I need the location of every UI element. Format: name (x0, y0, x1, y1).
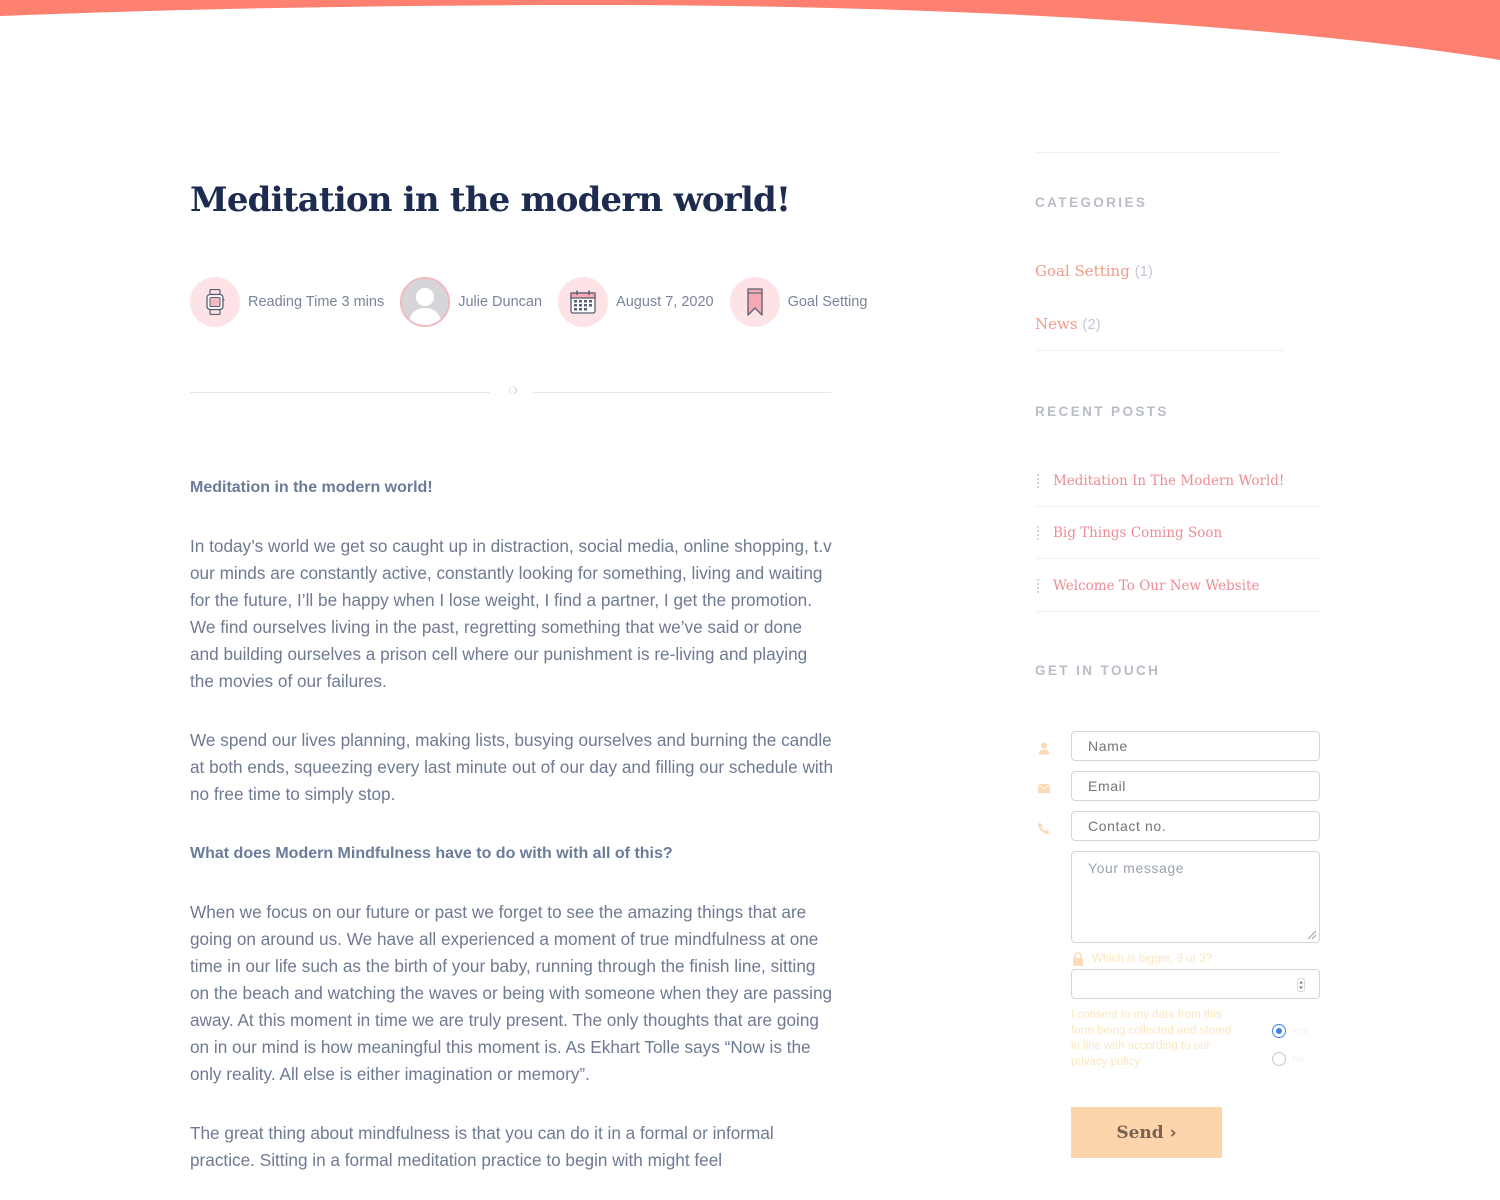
list-bullet (1037, 579, 1041, 593)
categories-title: CATEGORIES (1035, 195, 1148, 210)
content-heading-1: Meditation in the modern world! (190, 479, 433, 496)
category-name[interactable]: News (1035, 315, 1078, 333)
recent-posts-title: RECENT POSTS (1035, 404, 1169, 419)
post-category-link[interactable]: Goal Setting (787, 294, 868, 310)
consent-no-label: No (1292, 1053, 1305, 1065)
captcha-answer-field[interactable] (1071, 969, 1320, 999)
content-paragraph-2: We spend our lives planning, making lists, busying ourselves and burning the candle at both ends, squeezing every last minute out of our day and filling our schedule with no free time to simply stop. (190, 730, 834, 804)
message-field[interactable] (1071, 851, 1320, 943)
content-paragraph-4: The great thing about mindfulness is that you can do it in a formal or informal practice. Sitting in a formal meditation practice to begin with might feel (190, 1123, 774, 1170)
consent-yes-option[interactable] (1272, 1024, 1308, 1038)
send-label: Send (1116, 1122, 1164, 1143)
name-field[interactable] (1071, 731, 1320, 761)
list-bullet (1037, 526, 1041, 540)
category-count: (1) (1134, 263, 1153, 280)
content-heading-2: What does Modern Mindfulness have to do with with all of this? (190, 845, 673, 862)
email-field[interactable] (1071, 771, 1320, 801)
smartwatch-icon (190, 277, 240, 327)
contact-title: GET IN TOUCH (1035, 663, 1161, 678)
meta-reading-time (190, 277, 392, 327)
recent-post-item[interactable] (1035, 560, 1320, 612)
author-name[interactable]: Julie Duncan (458, 294, 543, 310)
spinner-arrows-icon[interactable] (1297, 978, 1305, 992)
captcha-question: Which is bigger, 9 or 3? (1092, 953, 1213, 965)
category-name[interactable]: Goal Setting (1035, 262, 1130, 280)
post-content (190, 474, 835, 1200)
consent-no-radio[interactable] (1272, 1052, 1286, 1066)
consent-yes-label: Yes (1292, 1025, 1309, 1037)
resize-handle[interactable] (1308, 931, 1316, 939)
post-date: August 7, 2020 (616, 294, 714, 310)
page-title: Meditation in the modern world! (190, 180, 791, 220)
consent-yes-radio[interactable] (1272, 1024, 1286, 1038)
divider-ornament: ❍ (508, 386, 518, 397)
reading-time-text: Reading Time 3 mins (248, 294, 385, 310)
category-goal-setting[interactable] (1035, 262, 1153, 280)
content-paragraph-1: In today’s world we get so caught up in distraction, social media, online shopping, t.v our minds are constantly active, constantly looking for something, living and waiting for the future, I’ll be happy when I lose weight, I find a partner, I get the promotion. We find ourselves living in the past, regretting something that we’ve said or done and building ourselves a prison cell where our punishment is re-living and playing the movies of our failures. (190, 536, 832, 691)
recent-post-item[interactable] (1035, 507, 1320, 559)
meta-date (558, 277, 722, 327)
recent-post-link[interactable]: Welcome To Our New Website (1053, 577, 1260, 594)
top-wave-decoration (0, 0, 1500, 70)
message-placeholder: Your message (1088, 860, 1185, 876)
send-button[interactable] (1071, 1107, 1222, 1158)
captcha-label (1072, 952, 1212, 966)
phone-icon (1037, 821, 1051, 835)
chevron-right-icon: › (1169, 1122, 1177, 1143)
sidebar-top-divider (1035, 152, 1280, 153)
meta-category[interactable] (730, 277, 876, 327)
user-icon (1037, 741, 1051, 755)
consent-text: I consent to my data from this form being collected and stored in line with according to our privacy policy (1071, 1009, 1232, 1068)
bookmark-icon (730, 277, 780, 327)
envelope-icon (1037, 781, 1051, 795)
calendar-icon (558, 277, 608, 327)
post-meta (190, 277, 883, 327)
recent-post-item[interactable] (1035, 455, 1320, 507)
lock-icon (1072, 952, 1084, 966)
content-paragraph-3: When we focus on our future or past we forget to see the amazing things that are going on around us. We have all experienced a moment of true mindfulness at one time in our life such as the birth of your baby, running through the finish line, sitting on the beach and watching the waves or being with someone when they are passing away. At this moment in time we are truly present. The only thoughts that are going on in our mind is how meaningful this moment is. As Ekhart Tolle says “Now is the only reality. All else is either imagination or memory”. (190, 902, 833, 1084)
avatar[interactable] (400, 277, 450, 327)
recent-post-link[interactable]: Meditation In The Modern World! (1053, 472, 1285, 489)
category-news[interactable] (1035, 315, 1101, 333)
category-count: (2) (1082, 316, 1101, 333)
categories-divider (1035, 350, 1285, 351)
consent-no-option[interactable] (1272, 1052, 1305, 1066)
meta-author[interactable] (400, 277, 550, 327)
recent-post-link[interactable]: Big Things Coming Soon (1053, 524, 1223, 541)
divider-right (533, 392, 831, 393)
divider-left (190, 392, 490, 393)
list-bullet (1037, 474, 1041, 488)
contact-number-field[interactable] (1071, 811, 1320, 841)
